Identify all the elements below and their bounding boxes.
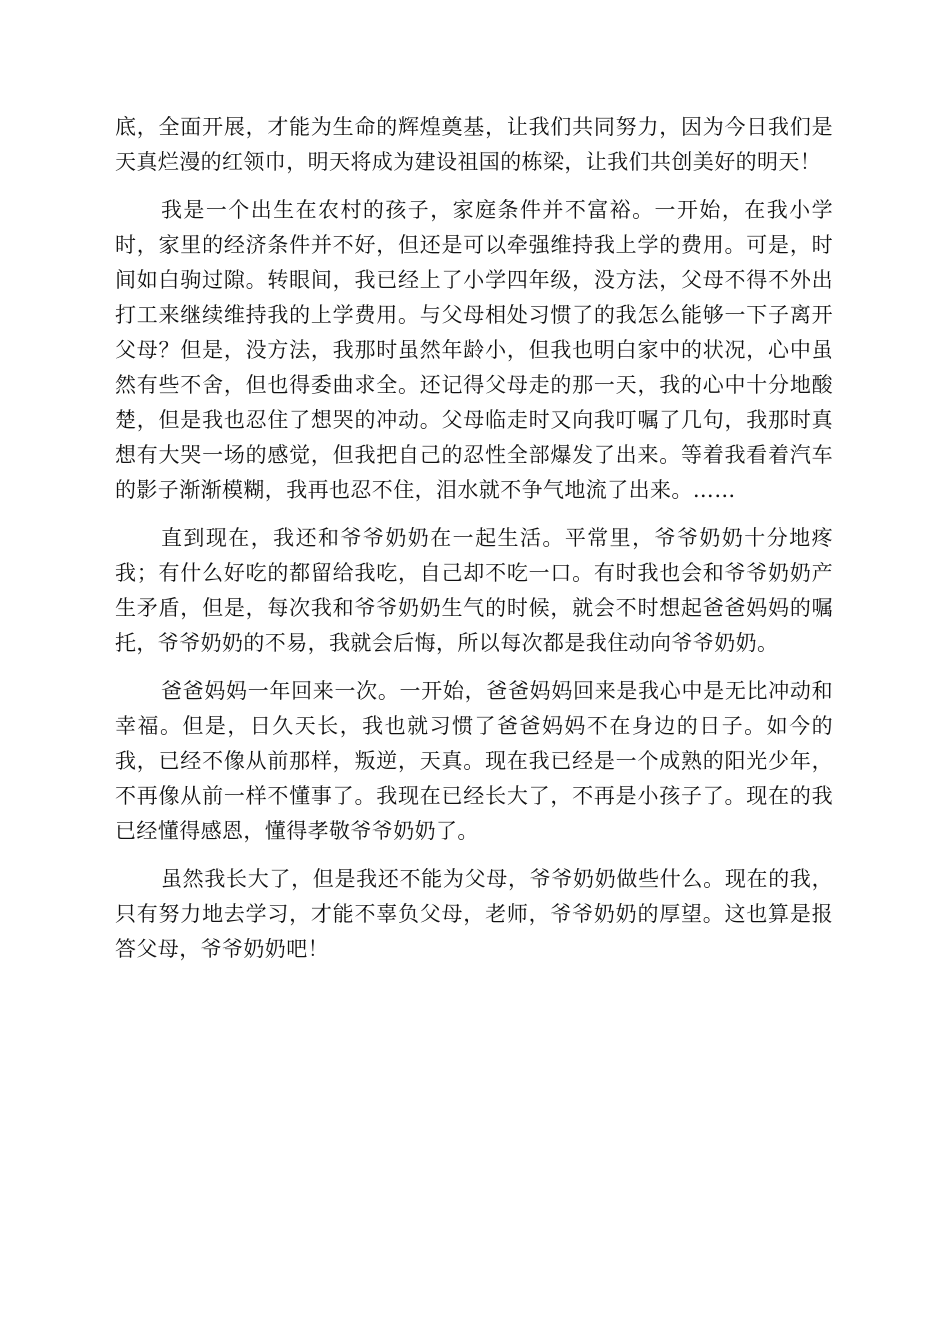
- paragraph-parents-return: 爸爸妈妈一年回来一次。一开始，爸爸妈妈回来是我心中是无比冲动和幸福。但是，日久天长，我也就习惯了爸爸妈妈不在身边的日子。如今的我，已经不像从前那样，叛逆，天真。现在我已经是一个成熟的阳光少年，不再像从前一样不懂事了。我现在已经长大了，不再是小孩子了。现在的我已经懂得感恩，懂得孝敬爷爷奶奶了。: [115, 679, 833, 843]
- paragraph-rural-childhood: 我是一个出生在农村的孩子，家庭条件并不富裕。一开始，在我小学时，家里的经济条件并不好，但还是可以牵强维持我上学的费用。可是，时间如白驹过隙。转眼间，我已经上了小学四年级，没方法，父母不得不外出打工来继续维持我的上学费用。与父母相处习惯了的我怎么能够一下子离开父母？但是，没方法，我那时虽然年龄小，但我也明白家中的状况，心中虽然有些不舍，但也得委曲求全。还记得父母走的那一天，我的心中十分地酸楚，但是我也忍住了想哭的冲动。父母临走时又向我叮嘱了几句，我那时真想有大哭一场的感觉，但我把自己的忍性全部爆发了出来。等着我看着汽车的影子渐渐模糊，我再也忍不住，泪水就不争气地流了出来。……: [115, 198, 833, 502]
- paragraph-grandparents: 直到现在，我还和爷爷奶奶在一起生活。平常里，爷爷奶奶十分地疼我；有什么好吃的都留给我吃，自己却不吃一口。有时我也会和爷爷奶奶产生矛盾，但是，每次我和爷爷奶奶生气的时候，就会不时想起爸爸妈妈的嘱托，爷爷奶奶的不易，我就会后悔，所以每次都是我住动向爷爷奶奶。: [115, 526, 833, 655]
- document-page: [115, 110, 833, 980]
- paragraph-conclusion: 虽然我长大了，但是我还不能为父母，爷爷奶奶做些什么。现在的我，只有努力地去学习，才能不辜负父母，老师，爷爷奶奶的厚望。这也算是报答父母，爷爷奶奶吧！: [115, 867, 833, 961]
- paragraph-continuation: 底，全面开展，才能为生命的辉煌奠基，让我们共同努力，因为今日我们是天真烂漫的红领巾，明天将成为建设祖国的栋梁，让我们共创美好的明天！: [115, 115, 833, 174]
